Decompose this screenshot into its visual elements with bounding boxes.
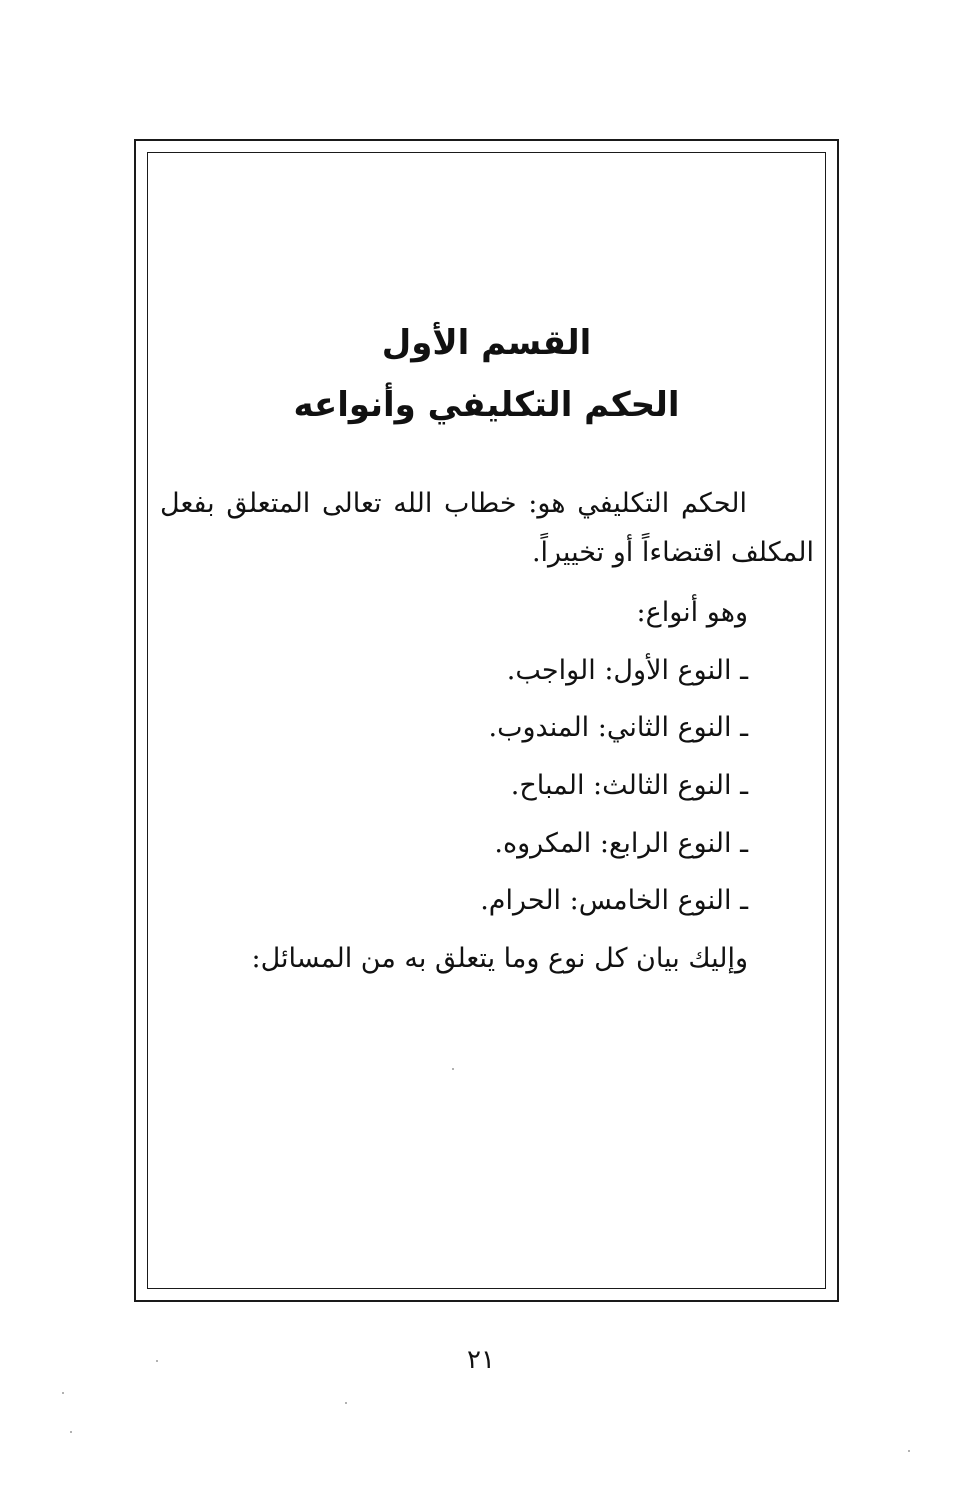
- scan-speck: [62, 1392, 64, 1394]
- type-item-2: ـ النوع الثاني: المندوب.: [488, 712, 748, 743]
- type-item-3: ـ النوع الثالث: المباح.: [510, 770, 748, 801]
- types-intro: وهو أنواع:: [636, 597, 748, 628]
- scan-speck: [908, 1450, 910, 1452]
- scan-speck: [452, 1068, 454, 1070]
- scan-speck: [345, 1402, 347, 1404]
- section-title: القسم الأول: [381, 323, 592, 363]
- type-item-5: ـ النوع الخامس: الحرام.: [480, 885, 748, 916]
- section-subtitle: الحكم التكليفي وأنواعه: [293, 385, 680, 425]
- type-item-4: ـ النوع الرابع: المكروه.: [494, 828, 748, 859]
- definition-paragraph: الحكم التكليفي هو: خطاب الله تعالى المتعلق بفعل المكلف اقتضاءاً أو تخييراً.: [160, 488, 814, 568]
- closing-line: وإليك بيان كل نوع وما يتعلق به من المسائل:: [251, 943, 748, 974]
- scan-speck: [156, 1360, 158, 1362]
- scan-speck: [70, 1431, 72, 1433]
- type-item-1: ـ النوع الأول: الواجب.: [506, 655, 748, 686]
- page-number: ٢١: [467, 1345, 495, 1375]
